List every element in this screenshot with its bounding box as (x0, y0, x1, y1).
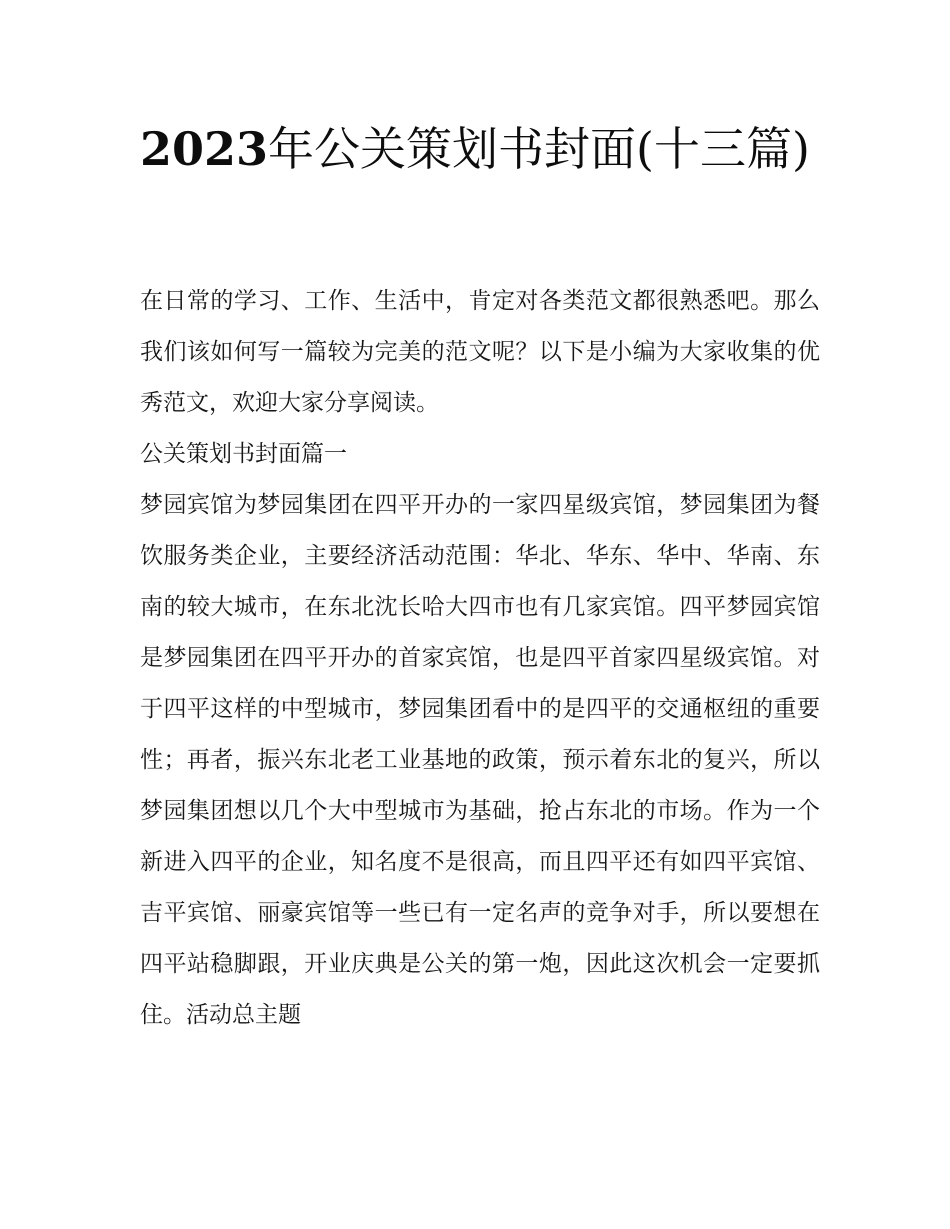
title-text: 年公关策划书封面(十三篇) (268, 122, 810, 176)
section-heading: 公关策划书封面篇一 (140, 441, 347, 467)
document-title (140, 112, 820, 187)
document-body (140, 276, 820, 1041)
section-paragraph: 梦园宾馆为梦园集团在四平开办的一家四星级宾馆，梦园集团为餐饮服务类企业，主要经济活动范围：华北、华东、华中、华南、东南的较大城市，在东北沈长哈大四市也有几家宾馆。四平梦园宾馆是梦园集团在四平开办的首家宾馆，也是四平首家四星级宾馆。对于四平这样的中型城市，梦园集团看中的是四平的交通枢纽的重要性；再者，振兴东北老工业基地的政策，预示着东北的复兴，所以梦园集团想以几个大中型城市为基础，抢占东北的市场。作为一个新进入四平的企业，知名度不是很高，而且四平还有如四平宾馆、吉平宾馆、丽豪宾馆等一些已有一定名声的竞争对手，所以要想在四平站稳脚跟，开业庆典是公关的第一炮，因此这次机会一定要抓住。活动总主题 (140, 492, 820, 1028)
intro-paragraph: 在日常的学习、工作、生活中，肯定对各类范文都很熟悉吧。那么我们该如何写一篇较为完美的范文呢？以下是小编为大家收集的优秀范文，欢迎大家分享阅读。 (140, 288, 820, 416)
title-year: 2023 (140, 122, 269, 176)
